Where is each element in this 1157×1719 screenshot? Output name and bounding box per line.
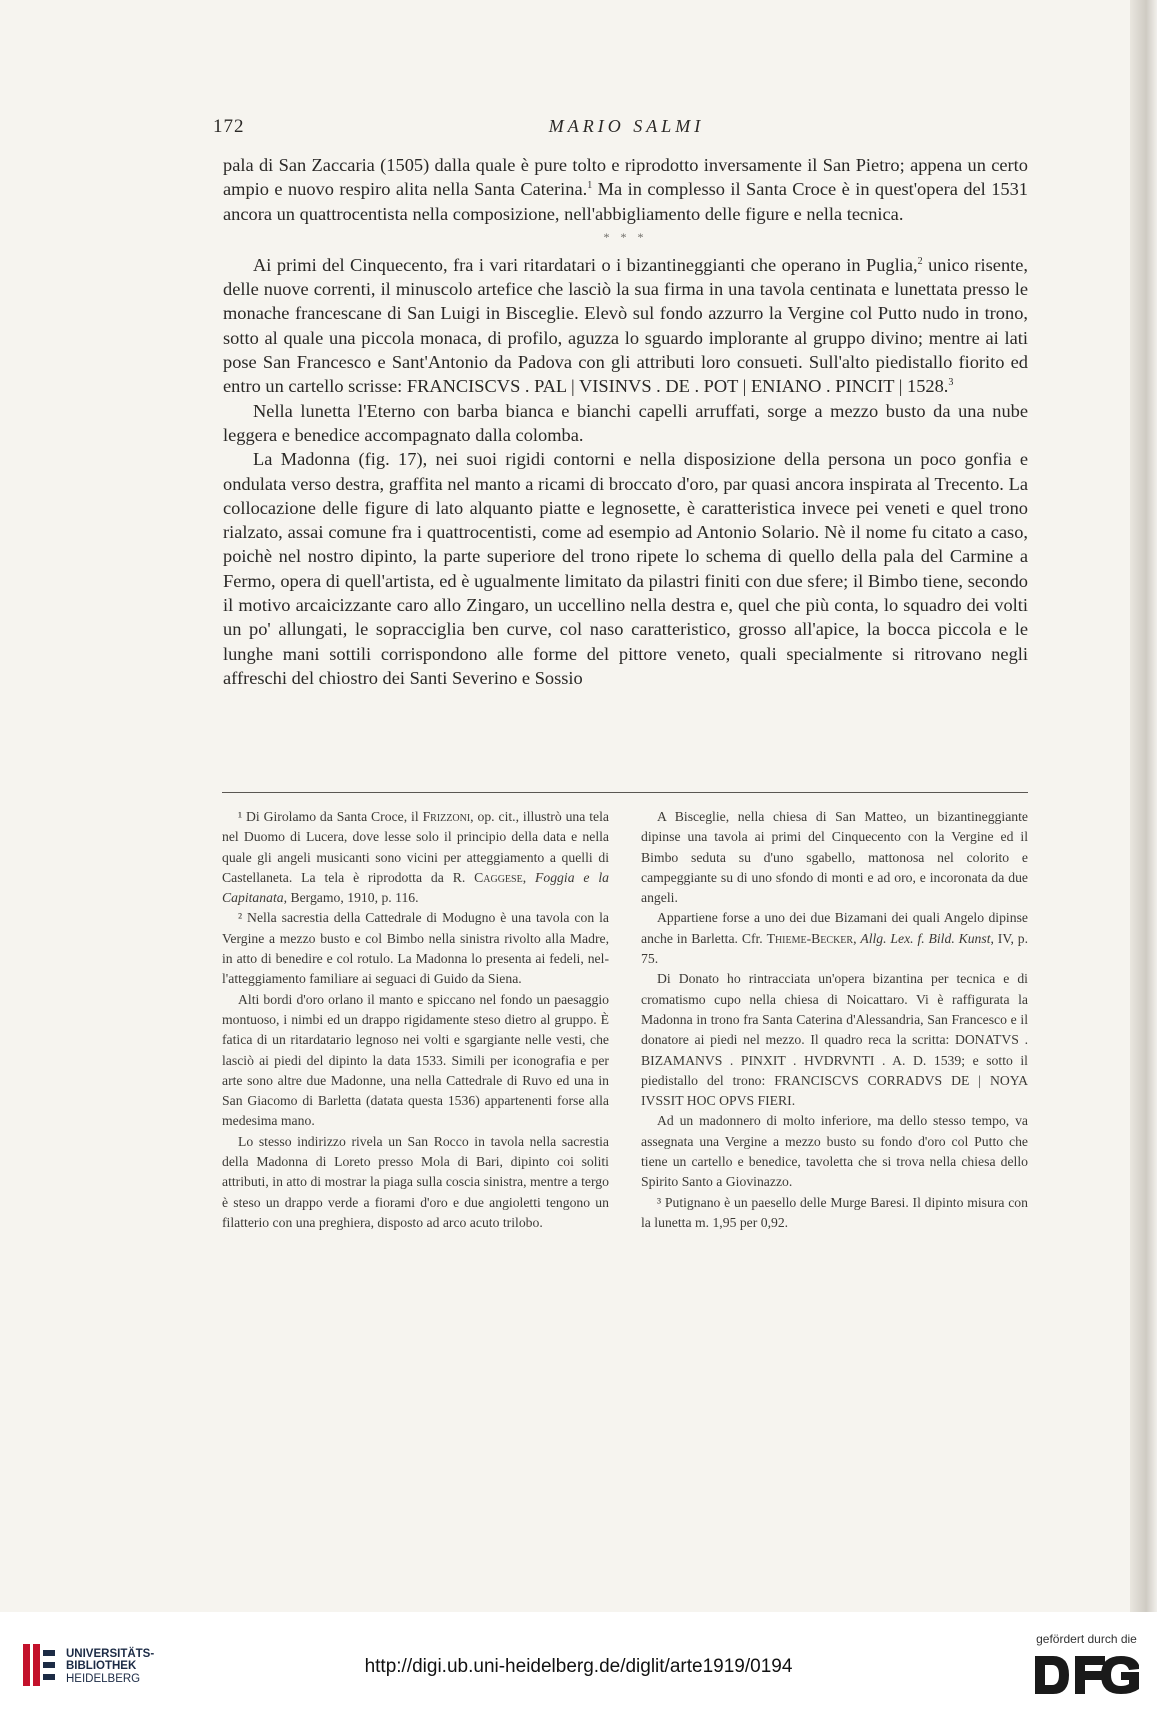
footnote-2-p4: A Bisceglie, nella chiesa di San Matteo, un bizantineggiante dipinse una tavola ai primi del Cinquecento con la Vergine ed il Bimbo seduta su d'uno sgabello, mattonosa nel colorito e campeggiante su di uno sfondo di monti e ad oro, e incoronata da due angeli.: [641, 809, 1028, 906]
viewer-footer: [0, 1612, 1157, 1719]
footnote-1-text-d: , Bergamo, 1910, p. 116.: [283, 890, 419, 906]
footnote-3: ³ Putignano è un paesello delle Murge Baresi. Il dipinto misura con la lunetta m. 1,95 per 0,92.: [641, 1194, 1028, 1230]
library-name-line1: UNIVERSITÄTS-: [66, 1648, 155, 1660]
footnote-ref-3: 3: [948, 377, 954, 389]
funder-text: gefördert durch die: [1036, 1632, 1137, 1646]
author-thieme-becker: Thieme-Becker: [766, 930, 854, 946]
page-number: 172: [213, 116, 245, 137]
page-binding-edge: [1130, 0, 1157, 1612]
footnote-2-p6: Di Donato ho rintracciata un'opera bizantina per tecnica e di cromatismo cupo nella chiesa di Noicattaro. Vi è raffigurata la Madonna in trono fra Santa Caterina d'Alessandria, San Francesco e il donatore ai piedi nel mezzo. Il quadro reca la scritta: DONATVS . BIZAMANVS . PINXIT . HVDRVNTI . A. D. 1539; e sotto il piedistallo del trono: FRANCISCVS CORRADVS DE | NOYA IVSSIT HOC OPVS FIERI.: [641, 971, 1028, 1109]
footnote-2-p5-text-b: ,: [853, 930, 861, 946]
paragraph-2: [223, 253, 1028, 399]
footnote-1: [222, 807, 609, 908]
footnote-2-p5: [641, 908, 1028, 969]
running-head: MARIO SALMI: [548, 116, 705, 136]
footnote-rule: [222, 792, 1028, 793]
footnotes: [222, 807, 1028, 1233]
paragraph-3: Nella lunetta l'Eterno con barba bianca e bianchi capelli arruffati, sorge a mezzo busto da una nube leggera e benedice accompagnato dalla colomba.: [223, 400, 1028, 445]
paragraph-1: [223, 153, 1028, 226]
paragraph-2-text-a: Ai primi del Cinquecento, fra i vari ritardatari o i bizantineggianti che operano in Puglia,: [253, 254, 918, 275]
paragraph-1-text-b: Ma in complesso il Santa Croce è in quest'opera del 1531 ancora un quattrocentista nella composizione, nell'abbigliamento delle figure e nella tecnica.: [223, 179, 1028, 224]
footnote-ref-2: 2: [917, 255, 923, 267]
footnote-ref-1: 1: [587, 180, 593, 192]
footnote-2-p3: Lo stesso indirizzo rivela un San Rocco in tavola nella sacrestia della Madonna di Loreto presso Mola di Bari, dipinto coi soliti attributi, in atto di mostrar la piaga sulla coscia sinistra, mentre a tergo è steso un drappo verde a fiorami d'oro e due angioletti tengono un filatterio con una preghiera, disposto ad arco acuto trilobo.: [222, 1133, 609, 1230]
footnote-2-p7: Ad un madonnero di molto inferiore, ma dello stesso tempo, va assegnata una Vergine a mezzo busto su fondo d'oro col Putto che tiene un cartello e benedice, tavoletta che si trova nella chiesa dello Spirito Santo a Giovinazzo.: [641, 1113, 1028, 1190]
paragraph-4: La Madonna (fig. 17), nei suoi rigidi contorni e nella disposizione della persona un poco gonfia e ondulata verso destra, graffita nel manto a ricami di broccato d'oro, par quasi ancora inspirata al Trecento. La collocazione delle figure di lato alquanto piatte e legnosette, è caratteristica invece pei veneti e quel trono rialzato, assai comune fra i quattrocentisti, come ad esempio ad Antonio Solario. Nè il nome fu citato a caso, poichè nel nostro dipinto, la parte superiore del trono ripete lo schema di quello della pala del Carmine a Fermo, opera di quell'artista, ed è ugualmente limitato da pilastri finiti con due sfere; il Bimbo tiene, secondo il motivo arcaicizzante caro allo Zingaro, un uccellino nella destra e, quel che più conta, lo squadro dei volti un po' allungati, le sopracciglia ben curve, col naso caratteristico, grosso all'apice, la bocca piccola e le lunghe mani sottili corrispondono alle forme del pittore veneto, quali specialmente si ritrovano negli affreschi del chiostro dei Santi Severino e Sossio: [223, 449, 1028, 688]
library-name-line3: HEIDELBERG: [66, 1672, 141, 1685]
footnote-1-text-b: , op. cit., illustrò una tela nel Duomo di Lucera, dove lesse solo il principio della data e nella quale gli angeli musicanti sono vicini per atteggiamento a quelli di Castellaneta. La tela è riprodotta da R.: [222, 809, 610, 885]
author-caggese: Caggese: [474, 869, 523, 885]
footnote-1-text-c: ,: [522, 869, 535, 885]
paragraph-2-text-b: unico risente, delle nuove correnti, il minuscolo artefice che lasciò la sua firma in una tavola centinata e lunettata presso le monache francescane di San Luigi in Bisceglie. Elevò sul fondo azzurro la Vergine col Putto nudo in trono, sotto al quale una piccola monaca, di profilo, aguzza lo sguardo implorante al gruppo divino; mentre ai lati pose San Francesco e Sant'Antonio da Padova con gli attributi loro consueti. Sull'alto piedistallo fiorito ed entro un cartello scrisse: FRANCISCVS . PAL | VISINVS . DE . POT | ENIANO . PINCIT | 1528.: [223, 254, 1029, 397]
footnote-2-p2: Alti bordi d'oro orlano il manto e spiccano nel fondo un paesaggio montuoso, i nimbi ed un drappo rigidamente steso dietro al gruppo. È fatica di un ritardatario legnoso nei volti e sgargiante nelle vesti, che lasciò ai piedi del dipinto la data 1533. Simili per iconografia e per arte sono altre due Madonne, una nella Cattedrale di Ruvo ed una in San Giacomo di Barletta (datata questa 1536) appartenenti forse alla medesima mano.: [222, 991, 609, 1129]
library-name-line2: BIBLIOTHEK: [66, 1660, 137, 1673]
footnote-2-p5-text-c: , IV, p. 75.: [641, 930, 1028, 967]
footnote-2-p5-text-a: Appartiene forse a uno dei due Bizamani dei quali Angelo dipinse anche in Barletta. Cfr.: [641, 910, 1028, 946]
dfg-logo-icon[interactable]: [1031, 1652, 1143, 1698]
paragraph-1-text-a: pala di San Zaccaria (1505) dalla quale è pure tolto e riprodotto inversamente il San Pietro; appena un certo ampio e nuovo respiro alita nella Santa Caterina.: [223, 155, 1028, 200]
lexicon-title: Allg. Lex. f. Bild. Kunst: [860, 930, 991, 946]
footnote-2-p1: ² Nella sacrestia della Cattedrale di Modugno è una tavola con la Vergine a mezzo busto e col Bimbo nella sinistra rivolto alla Madre, in atto di benedire e col rotulo. La Madonna lo presenta ai fedeli, nell'atteggiamento familiare ai seguaci di Guido da Siena.: [222, 910, 609, 987]
book-title: Foggia e la Capitanata: [222, 869, 610, 906]
section-separator: * * *: [603, 229, 648, 244]
page-header: [213, 116, 1040, 146]
permalink-url[interactable]: http://digi.ub.uni-heidelberg.de/diglit/arte1919/0194: [364, 1656, 793, 1677]
author-frizzoni: Frizzoni: [422, 809, 471, 824]
main-text: [223, 153, 1028, 690]
footnote-1-text-a: ¹ Di Girolamo da Santa Croce, il: [238, 809, 423, 824]
